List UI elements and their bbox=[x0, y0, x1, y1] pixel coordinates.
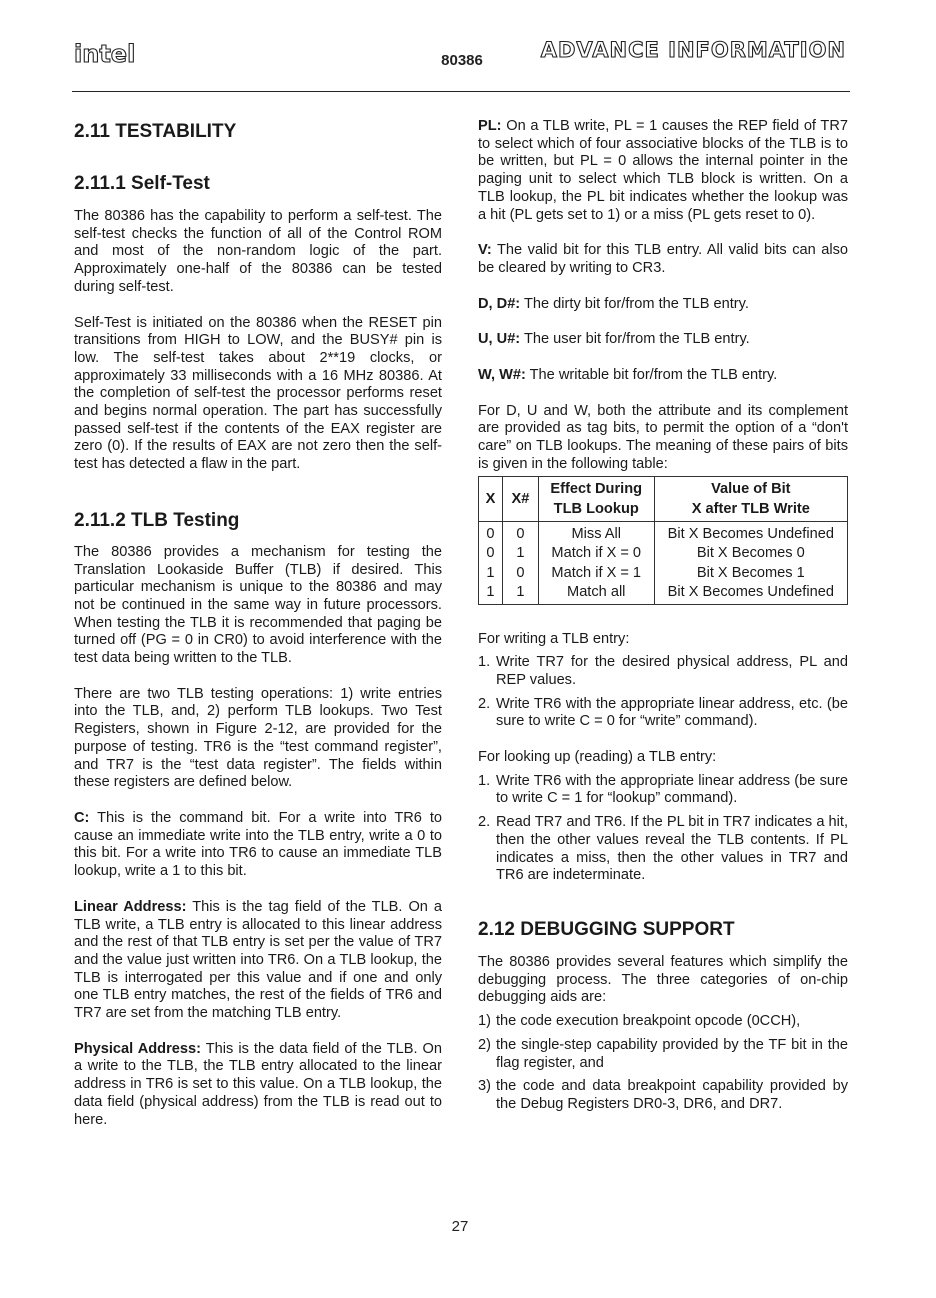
field-u-text: The user bit for/from the TLB entry. bbox=[523, 331, 750, 348]
field-w-definition bbox=[478, 367, 848, 385]
cell-x-hash: 0 bbox=[502, 564, 538, 584]
cell-value: Bit X Becomes Undefined bbox=[654, 583, 847, 604]
table-row bbox=[479, 544, 848, 564]
list-item bbox=[478, 654, 848, 689]
field-u-definition bbox=[478, 331, 848, 349]
list-item bbox=[478, 696, 848, 731]
page-header bbox=[72, 30, 850, 92]
list-item bbox=[478, 773, 848, 808]
page-number: 27 bbox=[451, 1218, 469, 1235]
cell-value: Bit X Becomes 1 bbox=[654, 564, 847, 584]
list-item-number: 1. bbox=[478, 772, 491, 789]
list-item-number: 3) bbox=[478, 1078, 491, 1095]
header-effect bbox=[538, 476, 654, 521]
field-pl-term: PL: bbox=[478, 118, 502, 134]
list-item-text: Write TR6 with the appropriate linear address, etc. (be sure to write C = 0 for “write” command). bbox=[496, 695, 848, 730]
field-d-term: D, D#: bbox=[478, 295, 521, 312]
header-effect-line2: TLB Lookup bbox=[553, 500, 639, 517]
list-item-text: Write TR6 with the appropriate linear address (be sure to write C = 1 for “lookup” command). bbox=[496, 772, 848, 807]
self-test-paragraph-1: The 80386 has the capability to perform a self-test. The self-test checks the function of all of the Control ROM and most of the non-random logic of the part. Approximately one-half of the 80386 can be tested during self-test. bbox=[74, 208, 442, 295]
list-item-text: the single-step capability provided by the TF bit in the flag register, and bbox=[496, 1036, 848, 1071]
table-row bbox=[479, 564, 848, 584]
cell-x-hash: 0 bbox=[502, 521, 538, 544]
right-column bbox=[478, 118, 848, 1114]
section-2-12-title: 2.12 DEBUGGING SUPPORT bbox=[478, 918, 735, 940]
field-c-definition bbox=[74, 810, 442, 881]
write-intro: For writing a TLB entry: bbox=[478, 630, 630, 647]
field-v-definition bbox=[478, 242, 848, 277]
list-item-number: 2. bbox=[478, 695, 491, 712]
debugging-paragraph: The 80386 provides several features which simplify the debugging process. The three categories of on-chip debugging aids are: bbox=[478, 953, 848, 1006]
cell-value: Bit X Becomes Undefined bbox=[654, 521, 847, 544]
list-item-text: the code execution breakpoint opcode (0CCH), bbox=[496, 1013, 801, 1030]
table-row bbox=[479, 521, 848, 544]
list-item-number: 2) bbox=[478, 1036, 491, 1053]
section-2-11-2-title: 2.11.2 TLB Testing bbox=[74, 509, 240, 531]
tlb-testing-paragraph-2: There are two TLB testing operations: 1) write entries into the TLB, and, 2) perform TLB lookups. Two Test Registers, shown in Figure 2-12, are provided for the purpose of testing. TR6 is the “test command register”, and TR7 is the “test data register”. The fields within these registers are defined below. bbox=[74, 685, 442, 791]
cell-x: 1 bbox=[479, 583, 503, 604]
list-item-text: Read TR7 and TR6. If the PL bit in TR7 indicates a hit, then the other values reveal the TLB contents. If PL indicates a miss, then the other values in TR7 and TR6 are indeterminate. bbox=[496, 814, 848, 884]
lookup-intro: For looking up (reading) a TLB entry: bbox=[478, 749, 717, 766]
list-item-text: the code and data breakpoint capability provided by the Debug Registers DR0-3, DR6, and DR7. bbox=[496, 1078, 848, 1112]
cell-x: 1 bbox=[479, 564, 503, 584]
logo-text: intel bbox=[74, 40, 136, 68]
lookup-steps-list bbox=[478, 773, 848, 885]
table-row bbox=[479, 583, 848, 604]
field-physical-address-definition bbox=[74, 1041, 442, 1130]
header-value bbox=[654, 476, 847, 521]
header-value-line2: X after TLB Write bbox=[691, 500, 810, 517]
cell-x-hash: 1 bbox=[502, 544, 538, 564]
list-item bbox=[478, 1037, 848, 1072]
header-x-hash: X# bbox=[502, 476, 538, 521]
field-linear-address-text: This is the tag field of the TLB. On a TLB write, a TLB entry is allocated to this linear address and the rest of that TLB entry is set per the value of TR7 and the value just written into TR6. On a TLB lookup, the TLB is interrogated per this value and if one and only one TLB entry matches, the rest of the fields of TR6 and TR7 are set from the matching TLB entry. bbox=[74, 898, 442, 1022]
list-item-text: Write TR7 for the desired physical address, PL and REP values. bbox=[496, 654, 848, 688]
section-2-11-1-title: 2.11.1 Self-Test bbox=[74, 173, 210, 194]
field-d-text: The dirty bit for/from the TLB entry. bbox=[523, 295, 749, 312]
debug-aids-list bbox=[478, 1013, 848, 1114]
field-linear-address-term: Linear Address: bbox=[74, 898, 187, 915]
field-u-term: U, U#: bbox=[478, 331, 521, 348]
left-column bbox=[74, 118, 442, 1129]
field-c-text: This is the command bit. For a write into TR6 to cause an immediate write into the TLB entry, write a 0 to this bit. For a write into TR6 to cause an immediate TLB lookup, write a 1 to this bit. bbox=[74, 809, 442, 880]
field-physical-address-term: Physical Address: bbox=[74, 1040, 201, 1057]
field-c-term: C: bbox=[74, 809, 90, 826]
cell-x-hash: 1 bbox=[502, 583, 538, 604]
table-header-row bbox=[479, 476, 848, 521]
list-item bbox=[478, 1013, 848, 1031]
cell-x: 0 bbox=[479, 544, 503, 564]
list-item-number: 1. bbox=[478, 654, 491, 671]
intel-logo bbox=[72, 34, 144, 74]
field-physical-address-text: This is the data field of the TLB. On a write to the TLB, the TLB entry allocated to the linear address in TR6 is set to this value. On a TLB lookup, the data field (physical address) from the TLB is read out to here. bbox=[74, 1040, 442, 1128]
field-w-text: The writable bit for/from the TLB entry. bbox=[529, 367, 778, 384]
header-effect-line1: Effect During bbox=[550, 480, 643, 497]
field-v-text: The valid bit for this TLB entry. All valid bits can also be cleared by writing to CR3. bbox=[478, 242, 848, 276]
advance-information-label: ADVANCE INFORMATION bbox=[540, 38, 846, 62]
cell-effect: Match if X = 0 bbox=[538, 544, 654, 564]
cell-value: Bit X Becomes 0 bbox=[654, 544, 847, 564]
tlb-bit-table bbox=[478, 476, 848, 605]
field-linear-address-definition bbox=[74, 899, 442, 1023]
tlb-testing-paragraph-1: The 80386 provides a mechanism for testing the Translation Lookaside Buffer (TLB) if desired. This particular mechanism is unique to the 80386 and may not be continued in the same way in future processors. When testing the TLB it is recommended that paging be turned off (PG = 0 in CR0) to avoid interference with the test data being written to the TLB. bbox=[74, 543, 442, 667]
cell-effect: Match all bbox=[538, 583, 654, 604]
field-d-definition bbox=[478, 296, 848, 314]
doc-number: 80386 bbox=[441, 52, 483, 69]
write-steps-list bbox=[478, 654, 848, 731]
cell-effect: Match if X = 1 bbox=[538, 564, 654, 584]
cell-x: 0 bbox=[479, 521, 503, 544]
list-item-number: 2. bbox=[478, 814, 491, 831]
list-item bbox=[478, 1078, 848, 1113]
list-item-number: 1) bbox=[478, 1013, 491, 1030]
duw-paragraph: For D, U and W, both the attribute and its complement are provided as tag bits, to permit the option of a “don't care” on TLB lookups. The meaning of these pairs of bits is given in the following table: bbox=[478, 402, 848, 472]
header-x: X bbox=[479, 476, 503, 521]
field-pl-text: On a TLB write, PL = 1 causes the REP field of TR7 to select which of four associative blocks of the TLB is to be written, but PL = 0 allows the internal pointer in the paging unit to select which TLB block is written. On a TLB lookup, the PL bit indicates whether the lookup was a hit (PL gets set to 1) or a miss (PL gets reset to 0). bbox=[478, 118, 848, 223]
field-w-term: W, W#: bbox=[478, 367, 526, 384]
self-test-paragraph-2: Self-Test is initiated on the 80386 when the RESET pin transitions from HIGH to LOW, and the BUSY# pin is low. The self-test takes about 2**19 clocks, or approximately 33 milliseconds with a 16 MHz 80386. At the completion of self-test the processor performs reset and begins normal operation. The part has successfully passed self-test if the contents of the EAX register are zero (0). If the results of EAX are not zero then the self-test has detected a flaw in the part. bbox=[74, 314, 442, 473]
header-value-line1: Value of Bit bbox=[711, 480, 791, 497]
field-pl-definition bbox=[478, 118, 848, 224]
list-item bbox=[478, 814, 848, 885]
cell-effect: Miss All bbox=[538, 521, 654, 544]
section-2-11-title: 2.11 TESTABILITY bbox=[74, 121, 237, 142]
field-v-term: V: bbox=[478, 242, 492, 259]
